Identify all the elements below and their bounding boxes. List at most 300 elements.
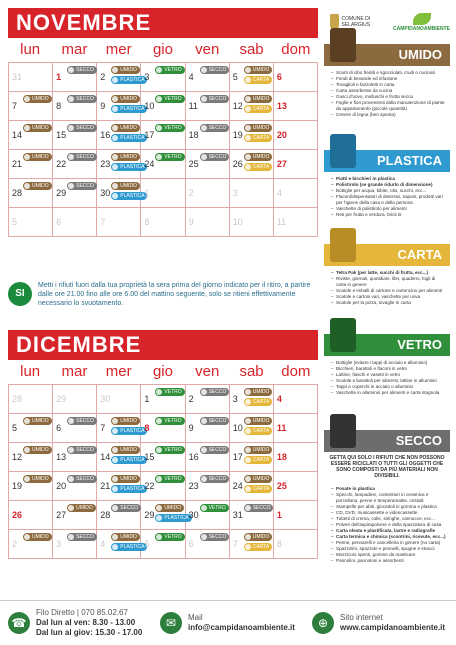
pickup-umido-badge: UMIDO <box>23 475 52 483</box>
pickup-umido-badge: UMIDO <box>244 124 273 132</box>
day-number: 6 <box>276 72 282 82</box>
pickup-umido-badge: UMIDO <box>244 66 273 74</box>
pickup-plastica-badge: PLASTICA <box>111 105 147 113</box>
weekday-label: sab <box>239 41 264 58</box>
calendar-day <box>97 443 145 472</box>
footer-mail <box>152 612 304 634</box>
legend-title: CARTA <box>397 247 442 262</box>
day-number: 2 <box>188 394 194 404</box>
calendar-day <box>230 385 274 414</box>
calendar-day <box>53 150 97 179</box>
pickup-plastica-badge: PLASTICA <box>155 514 191 522</box>
calendar-day <box>97 472 145 501</box>
pickup-carta-badge: CARTA <box>244 543 272 551</box>
legend-title: SECCO <box>395 433 442 448</box>
day-number: 10 <box>232 423 243 433</box>
calendar-day <box>9 208 53 237</box>
vetro-bin-icon <box>330 318 356 352</box>
day-number: 8 <box>56 101 62 111</box>
calendar-day <box>186 179 230 208</box>
si-badge: SI <box>8 282 32 306</box>
weekday-header <box>8 38 318 62</box>
day-number: 21 <box>12 159 23 169</box>
pickup-secco-badge: SECCO <box>200 124 230 132</box>
calendar-day <box>9 530 53 559</box>
pickup-plastica-badge: PLASTICA <box>111 427 147 435</box>
calendar-day <box>9 121 53 150</box>
pickup-plastica-badge: PLASTICA <box>111 543 147 551</box>
notice-text: Metti i rifiuti fuori dalla tua proprietà la sera prima del giorno indicato per il ritiro, a partire dalle ore 21.00 fino alle ore 6.00 del mattino seguente, solo se ritieni effettivamente necessario lo svuotamento. <box>38 281 311 307</box>
weekday-label: ven <box>195 41 220 58</box>
pickup-umido-badge: UMIDO <box>23 124 52 132</box>
calendar-day <box>9 414 53 443</box>
day-number: 26 <box>12 510 23 520</box>
legend-item: – Carta termica e chimica (scontrini, ricevute, ecc...) <box>336 534 446 540</box>
calendar-day <box>53 443 97 472</box>
pickup-carta-badge: CARTA <box>244 76 272 84</box>
day-number: 8 <box>276 539 282 549</box>
calendar-day <box>97 121 145 150</box>
legend-item: – Tovaglioli e fazzoletti in carta <box>336 82 446 88</box>
calendar-day <box>53 414 97 443</box>
day-number: 2 <box>188 188 194 198</box>
pickup-vetro-badge: VETRO <box>155 417 184 425</box>
calendar-day <box>186 414 230 443</box>
cpa-name: CAMPIDANOAMBIENTE <box>393 25 450 32</box>
secco-intro: GETTA QUI SOLO I RIFIUTI CHE NON POSSONO ESSERE RICICLATI O TUTTI GLI OGGETTI CHE SONO COMPOSTI DA PIÙ MATERIALI NON DIVISIBILI. <box>329 455 445 479</box>
legend-item: – Pannolini, pannoloni e assorbenti <box>336 558 446 564</box>
legend-secco <box>324 430 450 564</box>
calendar-day <box>97 63 145 92</box>
legend-item: – Vaschette in alluminio per alimenti e carta stagnola <box>336 390 446 396</box>
pickup-umido-badge: UMIDO <box>23 153 52 161</box>
pickup-secco-badge: SECCO <box>67 182 97 190</box>
calendar-day <box>97 208 141 237</box>
day-number: 30 <box>100 394 111 404</box>
day-number: 10 <box>232 217 243 227</box>
legend-item: – Piatti e bicchieri in plastica <box>336 176 446 182</box>
calendar-day <box>53 472 97 501</box>
legend-item: – Carta assorbente da cucina <box>336 88 446 94</box>
calendar-day <box>9 63 53 92</box>
weekday-label: mer <box>105 41 132 58</box>
calendar-november <box>8 38 318 237</box>
day-number: 6 <box>56 423 62 433</box>
web-title: Sito internet <box>340 613 383 622</box>
legend-vetro <box>324 334 450 396</box>
calendar-day <box>9 385 53 414</box>
day-number: 30 <box>100 188 111 198</box>
weekday-label: lun <box>20 41 41 58</box>
day-number: 2 <box>100 72 106 82</box>
calendar-day <box>186 121 230 150</box>
day-number: 26 <box>232 159 243 169</box>
mail-icon: ✉ <box>160 612 182 634</box>
pickup-vetro-badge: VETRO <box>200 504 229 512</box>
calendar-day <box>230 179 274 208</box>
umido-bin-icon <box>330 28 356 62</box>
calendar-day <box>186 150 230 179</box>
legend-item: – Tetra Pak (per latte, succhi di frutta, ecc...) <box>336 270 446 276</box>
day-number: 14 <box>100 452 111 462</box>
calendar-day <box>186 501 230 530</box>
calendar-day <box>9 501 53 530</box>
calendar-day <box>274 501 318 530</box>
pickup-umido-badge: UMIDO <box>155 504 184 512</box>
pickup-carta-badge: CARTA <box>244 105 272 113</box>
weekday-label: sab <box>239 363 264 380</box>
pickup-secco-badge: SECCO <box>200 475 230 483</box>
day-number: 18 <box>188 130 199 140</box>
pickup-carta-badge: CARTA <box>244 485 272 493</box>
day-number: 31 <box>12 72 23 82</box>
calendar-day <box>141 443 185 472</box>
day-number: 13 <box>276 101 287 111</box>
web-link[interactable]: www.campidanoambiente.it <box>340 623 446 632</box>
pickup-vetro-badge: VETRO <box>155 124 184 132</box>
legend-item: – Vaschette di polistirolo per alimenti <box>336 206 446 212</box>
day-number: 9 <box>188 217 194 227</box>
pickup-secco-badge: SECCO <box>200 417 230 425</box>
calendar-day <box>141 208 185 237</box>
legend-item: – Bicchieri, barattoli e flaconi in vetro <box>336 366 446 372</box>
footer-web <box>304 612 456 634</box>
pickup-secco-badge: SECCO <box>67 124 97 132</box>
calendar-day <box>141 501 189 530</box>
day-number: 2 <box>12 539 18 549</box>
pickup-secco-badge: SECCO <box>67 417 97 425</box>
footer-contacts <box>0 600 456 645</box>
day-number: 11 <box>188 101 198 111</box>
legend-item: – Gusci d'uovo, molluschi e frutta secca <box>336 94 446 100</box>
day-number: 14 <box>12 130 23 140</box>
day-number: 9 <box>100 101 106 111</box>
legend-item: – Bottiglie per acqua, bibite, olio, succhi, ecc... <box>336 188 446 194</box>
pickup-vetro-badge: VETRO <box>155 388 184 396</box>
calendar-day <box>97 530 145 559</box>
day-number: 1 <box>144 188 150 198</box>
pickup-umido-badge: UMIDO <box>23 417 52 425</box>
day-number: 24 <box>232 481 243 491</box>
day-number: 28 <box>100 510 111 520</box>
pickup-secco-badge: SECCO <box>67 95 97 103</box>
legend-item: – Scatole e imballi di cartone e cartoncino per alimenti <box>336 288 446 294</box>
pickup-secco-badge: SECCO <box>67 153 97 161</box>
day-number: 24 <box>144 159 155 169</box>
pickup-carta-badge: CARTA <box>244 134 272 142</box>
legend-item: – Posate in plastica <box>336 486 446 492</box>
pickup-secco-badge: SECCO <box>200 95 230 103</box>
phone-hours-2: Dal lun al giov: 15.30 - 17.00 <box>36 628 143 637</box>
legend-item: – Flaconi/dispensatori di detersivi, saponi, prodotti vari per l'igiene della casa e della persona <box>336 194 446 206</box>
pickup-umido-badge: UMIDO <box>23 95 52 103</box>
pickup-plastica-badge: PLASTICA <box>111 76 147 84</box>
calendar-day <box>186 472 230 501</box>
legend-item: – Tubetti di crema, colle, siringhe, cannucce, ecc... <box>336 516 446 522</box>
pickup-vetro-badge: VETRO <box>155 475 184 483</box>
day-number: 16 <box>100 130 111 140</box>
calendar-day <box>53 530 97 559</box>
day-number: 17 <box>144 130 155 140</box>
legend-header-secco <box>324 430 450 452</box>
legend-header-plastica <box>324 150 450 172</box>
legend-item: – Specchi, lampadine, contenitori in ceramica e porcellana, penne e temperamatite, cristalli <box>336 492 446 504</box>
legend-item: – Scatole e cartoni vari, vaschette per uova <box>336 294 446 300</box>
pickup-plastica-badge: PLASTICA <box>111 134 147 142</box>
pickup-secco-badge: SECCO <box>200 388 230 396</box>
day-number: 20 <box>56 481 67 491</box>
weekday-header <box>8 360 318 384</box>
day-number: 12 <box>232 101 243 111</box>
calendar-day <box>274 530 318 559</box>
pickup-umido-badge: UMIDO <box>111 153 140 161</box>
legend-plastica <box>324 150 450 218</box>
carta-bin-icon <box>330 228 356 262</box>
day-number: 30 <box>188 510 199 520</box>
weekday-label: mar <box>61 363 88 380</box>
calendar-day <box>274 92 318 121</box>
legend-header-vetro <box>324 334 450 356</box>
pickup-umido-badge: UMIDO <box>111 446 140 454</box>
pickup-vetro-badge: VETRO <box>155 95 184 103</box>
comune-name: COMUNE DI SELARGIUS <box>341 16 371 28</box>
pickup-umido-badge: UMIDO <box>244 446 273 454</box>
calendar-day <box>9 92 53 121</box>
day-number: 4 <box>188 72 194 82</box>
day-number: 29 <box>144 510 155 520</box>
day-number: 3 <box>232 188 238 198</box>
pickup-secco-badge: SECCO <box>200 66 230 74</box>
calendar-day <box>97 92 145 121</box>
pickup-umido-badge: UMIDO <box>244 417 273 425</box>
calendar-day <box>230 121 274 150</box>
mail-link[interactable]: info@campidanoambiente.it <box>188 623 295 632</box>
day-number: 11 <box>276 217 287 227</box>
calendar-grid <box>8 62 318 237</box>
pickup-carta-badge: CARTA <box>244 398 272 406</box>
day-number: 25 <box>276 481 287 491</box>
weekday-label: gio <box>152 41 173 58</box>
legend-item: – Penne, pennarelli e cancelleria in genere (no carta) <box>336 540 446 546</box>
calendar-day <box>141 150 185 179</box>
pickup-secco-badge: SECCO <box>200 153 230 161</box>
calendar-day <box>53 63 97 92</box>
legend-list <box>324 356 450 396</box>
day-number: 1 <box>144 394 150 404</box>
legend-item: – Cenere di legna (ben spenta) <box>336 112 446 118</box>
pickup-secco-badge: SECCO <box>67 533 97 541</box>
day-number: 12 <box>12 452 23 462</box>
legend-carta <box>324 244 450 306</box>
pickup-plastica-badge: PLASTICA <box>111 163 147 171</box>
calendar-day <box>141 414 185 443</box>
day-number: 10 <box>144 101 155 111</box>
day-number: 28 <box>12 394 23 404</box>
legend-item: – Foglie e fiori provenienti dalla manutenzione di piante da appartamento (piccole quantità) <box>336 100 446 112</box>
day-number: 23 <box>188 481 199 491</box>
weekday-label: gio <box>152 363 173 380</box>
day-number: 23 <box>100 159 111 169</box>
day-number: 15 <box>144 452 155 462</box>
calendar-day <box>141 530 185 559</box>
weekday-label: mer <box>105 363 132 380</box>
legend-item: – Riviste, giornali, quotidiani, libri, quaderni, fogli di carta in genere <box>336 276 446 288</box>
calendar-day <box>186 92 230 121</box>
day-number: 5 <box>144 539 150 549</box>
calendar-day <box>230 150 274 179</box>
calendar-day <box>53 92 97 121</box>
day-number: 3 <box>232 394 238 404</box>
legend-list <box>324 172 450 218</box>
calendar-day <box>141 92 185 121</box>
day-number: 4 <box>100 539 106 549</box>
calendar-day <box>97 179 145 208</box>
day-number: 11 <box>276 423 287 433</box>
pickup-plastica-badge: PLASTICA <box>111 485 147 493</box>
phone-icon: ☎ <box>8 612 30 634</box>
pickup-umido-badge: UMIDO <box>111 475 140 483</box>
pickup-umido-badge: UMIDO <box>23 533 52 541</box>
day-number: 7 <box>100 423 106 433</box>
pickup-umido-badge: UMIDO <box>111 66 140 74</box>
calendar-day <box>53 501 97 530</box>
secco-bin-icon <box>330 414 356 448</box>
day-number: 25 <box>188 159 199 169</box>
pickup-plastica-badge: PLASTICA <box>111 456 147 464</box>
day-number: 8 <box>144 423 150 433</box>
day-number: 9 <box>188 423 194 433</box>
calendar-day <box>9 472 53 501</box>
day-number: 19 <box>232 130 243 140</box>
calendar-day <box>274 472 318 501</box>
phone-hours-1: Dal lun al ven: 8.30 - 13.00 <box>36 618 136 627</box>
day-number: 29 <box>56 394 67 404</box>
leaf-icon <box>413 13 431 25</box>
pickup-umido-badge: UMIDO <box>67 504 96 512</box>
day-number: 1 <box>56 72 62 82</box>
pickup-secco-badge: SECCO <box>67 66 97 74</box>
legend-header-carta <box>324 244 450 266</box>
day-number: 5 <box>12 423 18 433</box>
legend-umido <box>324 44 450 118</box>
day-number: 5 <box>12 217 18 227</box>
day-number: 6 <box>188 539 194 549</box>
pickup-umido-badge: UMIDO <box>244 153 273 161</box>
campidano-ambiente-logo <box>393 13 450 32</box>
pickup-umido-badge: UMIDO <box>111 124 140 132</box>
calendar-day <box>53 385 97 414</box>
legend-title: VETRO <box>397 337 442 352</box>
day-number: 7 <box>232 539 238 549</box>
legend-item: – Reti per frutta e verdura, brick tir <box>336 212 446 218</box>
legend-item: – Scatole e barattoli per alimenti, lattine in alluminio <box>336 378 446 384</box>
pickup-secco-badge: SECCO <box>67 446 97 454</box>
legend-item: – Scatole per la pizza, tovaglie in carta <box>336 300 446 306</box>
calendar-day <box>141 121 185 150</box>
calendar-day <box>9 150 53 179</box>
pickup-vetro-badge: VETRO <box>155 533 184 541</box>
calendar-day <box>186 443 230 472</box>
calendar-day <box>186 385 230 414</box>
legend-item: – Carta oleata e plastificata, lastre e radiografie <box>336 528 446 534</box>
legend-item: – Tappi e coperchi in acciaio o alluminio <box>336 384 446 390</box>
pickup-vetro-badge: VETRO <box>155 66 184 74</box>
day-number: 27 <box>276 159 287 169</box>
calendar-day <box>186 208 230 237</box>
calendar-day <box>230 92 274 121</box>
pickup-umido-badge: UMIDO <box>244 533 273 541</box>
pickup-secco-badge: SECCO <box>244 504 274 512</box>
calendar-day <box>97 385 141 414</box>
pickup-secco-badge: SECCO <box>111 504 141 512</box>
calendar-day <box>230 414 274 443</box>
calendar-day <box>141 63 185 92</box>
day-number: 13 <box>56 452 67 462</box>
day-number: 27 <box>56 510 67 520</box>
phone-title: Filo Diretto | 070 85.02.67 <box>36 608 128 617</box>
legend-item: – CD, DVD, musicassette e videocassette <box>336 510 446 516</box>
legend-header-umido <box>324 44 450 66</box>
month-title-november: NOVEMBRE <box>8 8 318 38</box>
pickup-umido-badge: UMIDO <box>111 533 140 541</box>
calendar-day <box>141 472 185 501</box>
day-number: 6 <box>56 217 62 227</box>
calendar-day <box>230 208 274 237</box>
pickup-secco-badge: SECCO <box>200 533 230 541</box>
day-number: 29 <box>56 188 67 198</box>
calendar-day <box>53 208 97 237</box>
legend-item: – Polistirolo (se grande ridurlo di dimensione) <box>336 182 446 188</box>
pickup-umido-badge: UMIDO <box>244 388 273 396</box>
footer-phone <box>0 608 152 638</box>
pickup-umido-badge: UMIDO <box>23 182 52 190</box>
legend-list <box>324 482 450 564</box>
calendar-day <box>274 414 318 443</box>
day-number: 3 <box>144 72 150 82</box>
weekday-label: ven <box>195 363 220 380</box>
day-number: 7 <box>100 217 106 227</box>
weekday-label: lun <box>20 363 41 380</box>
calendar-day <box>186 63 230 92</box>
day-number: 8 <box>144 217 150 227</box>
calendar-day <box>9 179 53 208</box>
pickup-vetro-badge: VETRO <box>155 446 184 454</box>
legend-list <box>324 266 450 306</box>
calendar-day <box>274 63 318 92</box>
legend-item: – Scarti di cibo freddi e sgocciolati, crudi o cucinati <box>336 70 446 76</box>
calendar-day <box>9 443 53 472</box>
pickup-umido-badge: UMIDO <box>244 95 273 103</box>
calendar-day <box>230 472 274 501</box>
globe-icon: ⊕ <box>312 612 334 634</box>
day-number: 7 <box>12 101 18 111</box>
pickup-plastica-badge: PLASTICA <box>111 192 147 200</box>
day-number: 19 <box>12 481 23 491</box>
calendar-day <box>274 179 318 208</box>
pickup-umido-badge: UMIDO <box>111 95 140 103</box>
weekday-label: mar <box>61 41 88 58</box>
legend-item: – Stampelle per abiti, giocattoli in gomma e plastica <box>336 504 446 510</box>
day-number: 21 <box>100 481 111 491</box>
day-number: 3 <box>56 539 62 549</box>
legend-item: – Spazzolini, spazzole e pennelli, spugne e stracci <box>336 546 446 552</box>
pickup-umido-badge: UMIDO <box>111 182 140 190</box>
legend-item: – Fondi di bevande ed infusione <box>336 76 446 82</box>
day-number: 20 <box>276 130 287 140</box>
calendar-day <box>53 179 97 208</box>
collection-notice <box>8 274 318 314</box>
calendar-day <box>53 121 97 150</box>
